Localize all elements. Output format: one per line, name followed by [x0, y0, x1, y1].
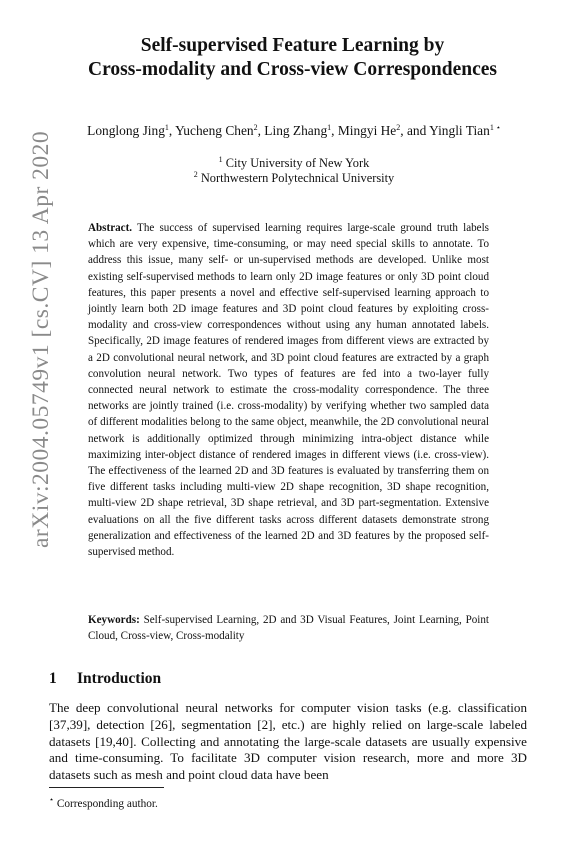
title-line-2: Cross-modality and Cross-view Correspondences — [88, 59, 497, 80]
author-name: Ling Zhang — [264, 123, 328, 138]
affiliation-name: Northwestern Polytechnical University — [200, 171, 395, 185]
affiliation-name: City University of New York — [225, 156, 370, 170]
abstract-label: Abstract. — [88, 222, 133, 234]
author-affiliation-mark: 1 — [327, 123, 332, 132]
author-affiliation-mark: 1 ⋆ — [489, 123, 501, 132]
author-affiliation-mark: 1 — [164, 123, 169, 132]
introduction-paragraph: The deep convolutional neural networks for computer vision tasks (e.g. classification [37,39], detection [26], segmentation [2], etc.) are highly relied on large-scale labeled datasets [19,40]. Collecting and annotating the large-scale datasets are usually expensive and time-consuming. To facilitate 3D computer vision research, more and more 3D datasets such as mesh and point cloud data have been — [49, 700, 527, 783]
footnote-rule — [49, 787, 164, 788]
footnote — [49, 793, 158, 811]
section-heading — [49, 669, 161, 689]
author-affiliation-mark: 2 — [396, 123, 401, 132]
arxiv-stamp — [8, 0, 54, 560]
abstract-text: The success of supervised learning requires large-scale ground truth labels which are very expensive, time-consuming, or may need special skills to annotate. To address this issue, many self- or un-supervised methods are developed. Unlike most existing self-supervised methods to learn only 2D image features or only 3D point cloud features, this paper presents a novel and effective self-supervised learning approach to jointly learn both 2D image features and 3D point cloud features by exploiting cross-modality and cross-view correspondences without using any human annotated labels. Specifically, 2D image features of rendered images from different views are extracted by a 2D convolutional neural network, and 3D point cloud features are extracted by a graph convolution neural network. Two types of features are fed into a two-layer fully connected neural network to estimate the cross-modality correspondence. The three networks are jointly trained (i.e. cross-modality) by verifying whether two sampled data of different modalities belong to the same object, meanwhile, the 2D convolutional neural network is additionally optimized through minimizing intra-object distance while maximizing inter-object distance of rendered images in different views (i.e. cross-view). The effectiveness of the learned 2D and 3D features is evaluated by transferring them on five different tasks including multi-view 2D shape recognition, 3D shape recognition, multi-view 2D shape retrieval, 3D shape retrieval, and 3D part-segmentation. Extensive evaluations on all the five different tasks across different datasets demonstrate strong generalization and effectiveness of the learned 2D and 3D features by the proposed self-supervised method. — [88, 222, 489, 559]
author-name: Yingli Tian — [429, 123, 490, 138]
author-name: Mingyi He — [337, 123, 397, 138]
section-number: 1 — [49, 670, 57, 687]
author-name: Longlong Jing — [87, 123, 165, 138]
author-name: Yucheng Chen — [175, 123, 254, 138]
footnote-text: Corresponding author. — [56, 798, 158, 810]
paper-title — [40, 34, 545, 82]
author-affiliation-mark: 2 — [253, 123, 258, 132]
affiliation-2 — [44, 167, 544, 186]
footnote-marker: ⋆ — [49, 795, 55, 804]
keywords — [88, 612, 489, 644]
affiliation-mark: 2 — [193, 170, 198, 179]
abstract — [88, 220, 489, 560]
affiliation-mark: 1 — [218, 155, 223, 164]
keywords-text: Self-supervised Learning, 2D and 3D Visual Features, Joint Learning, Point Cloud, Cross-view, Cross-modality — [88, 614, 489, 643]
title-line-1: Self-supervised Feature Learning by — [140, 35, 445, 56]
author-list: Longlong Jing$^1$, Yucheng Chen$^2$, Ling Zhang$^1$, Mingyi He$^2$, and Yingli Tian$^{1 ⋆}$ — [87, 123, 501, 138]
arxiv-identifier: arXiv:2004.05749v1 [cs.CV] 13 Apr 2020 — [28, 130, 54, 548]
keywords-label: Keywords: — [88, 614, 140, 626]
section-title: Introduction — [77, 670, 162, 687]
